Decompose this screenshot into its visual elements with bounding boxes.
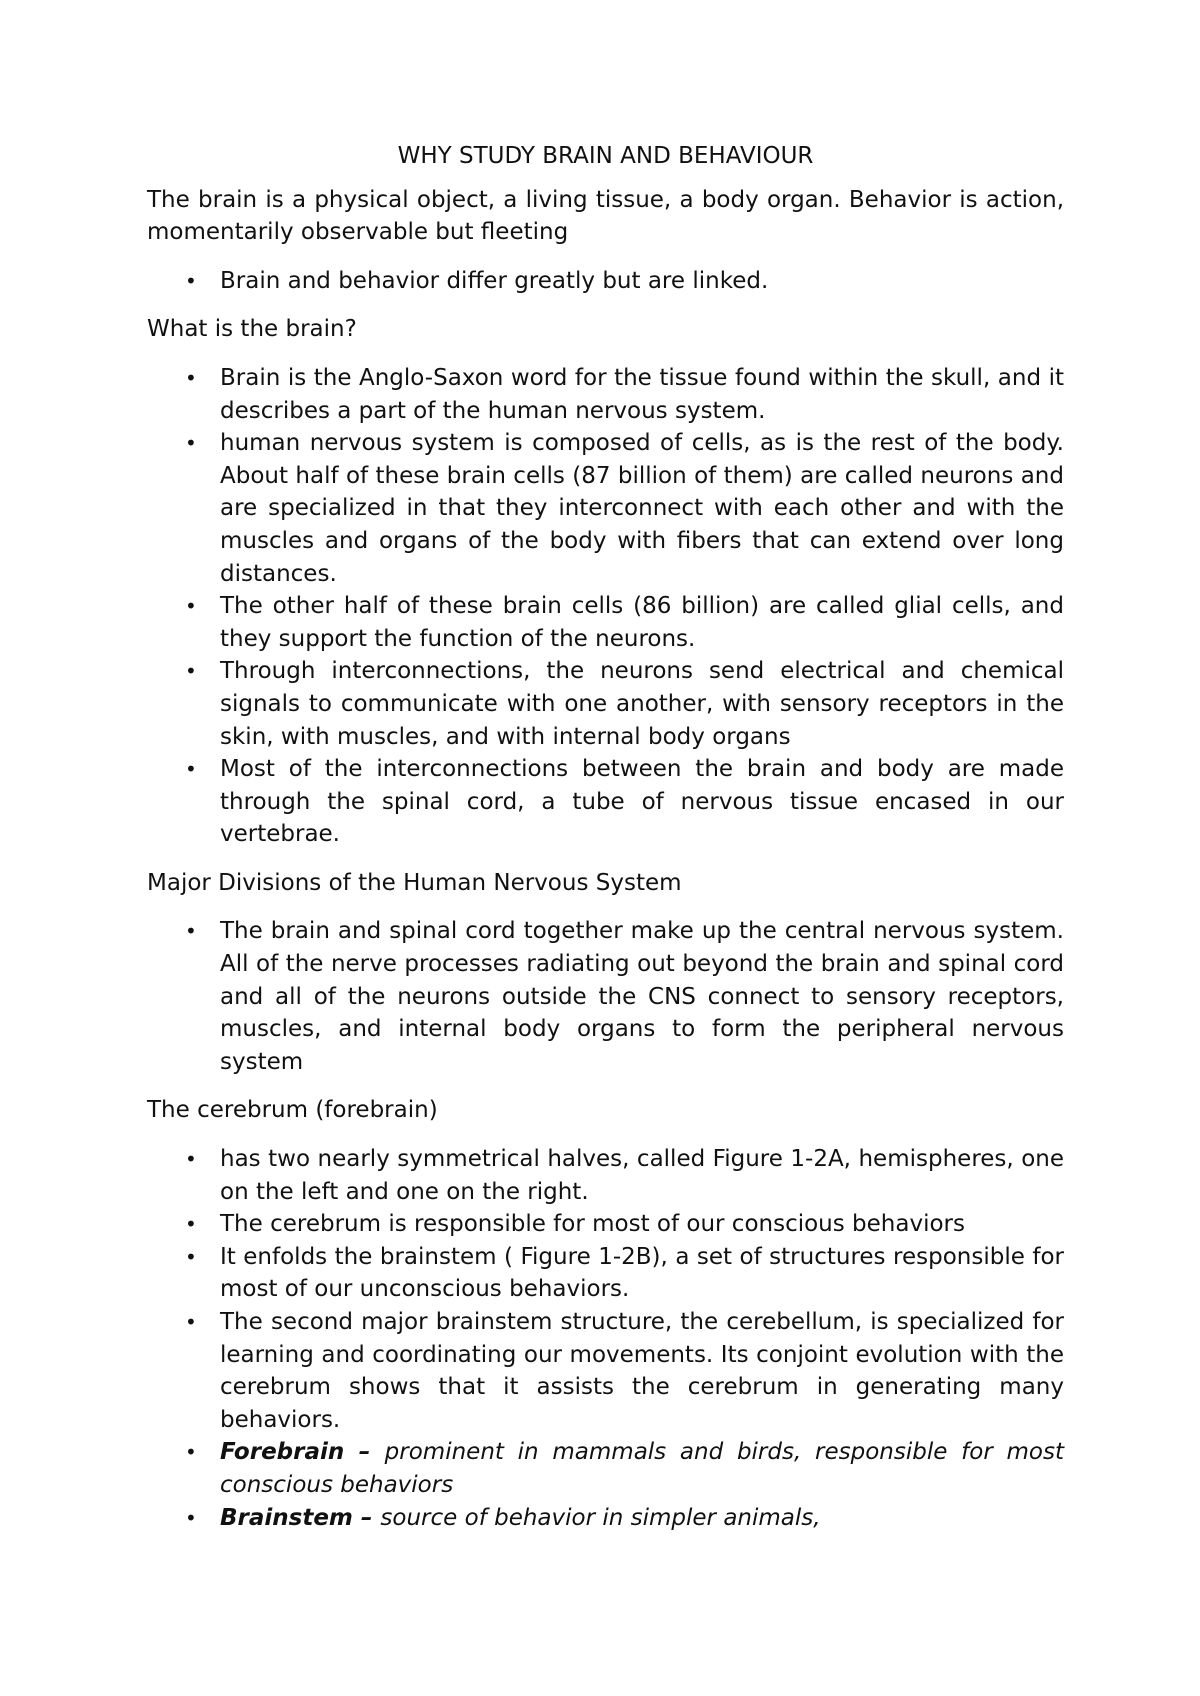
list-item-text: The other half of these brain cells (86 billion) are called glial cells, and they support the function of the neurons. [220,593,1064,652]
section-bullet-list-cerebrum [147,1143,1064,1534]
list-item-term [147,1502,1064,1535]
document-body [147,140,1064,1550]
bullet-icon: • [185,919,197,944]
document-title: WHY STUDY BRAIN AND BEHAVIOUR [397,143,814,169]
list-item [147,1143,1064,1208]
list-item [147,265,1064,298]
list-item-term [147,1436,1064,1501]
list-item-text: Brain and behavior differ greatly but are linked. [220,267,769,294]
bullet-icon: • [185,365,197,390]
list-item-text: The second major brainstem structure, the cerebellum, is specialized for learning and coordinating our movements. Its conjoint evolution with the cerebrum shows that it assists the cerebrum in generating many behaviors. [220,1309,1064,1433]
list-item-text: Brain is the Anglo-Saxon word for the tissue found within the skull, and it describes a part of the human nervous system. [220,364,1064,424]
list-item-text: Most of the interconnections between the brain and body are made through the spinal cord, a tube of nervous tissue encased in our vertebrae. [220,756,1064,848]
bullet-icon: • [185,1440,197,1465]
list-item-text: Through interconnections, the neurons send electrical and chemical signals to communicate with one another, with sensory receptors in the skin, with muscles, and with internal body organs [220,658,1064,750]
list-item [147,753,1064,851]
bullet-icon: • [185,268,197,293]
list-item [147,655,1064,753]
term-separator: – [344,1439,385,1466]
term-definition: source of behavior in simpler animals, [380,1504,821,1531]
term-separator: – [352,1504,381,1531]
intro-paragraph: The brain is a physical object, a living tissue, a body organ. Behavior is action, momentarily observable but fleeting [147,186,1064,246]
bullet-icon: • [185,431,197,456]
list-item-text: It enfolds the brainstem ( Figure 1-2B), a set of structures responsible for most of our unconscious behaviors. [220,1243,1064,1303]
list-item [147,1241,1064,1306]
list-item-text: has two nearly symmetrical halves, called Figure 1-2A, hemispheres, one on the left and one on the right. [220,1146,1064,1205]
list-item [147,362,1064,427]
term-label: Brainstem [220,1504,353,1531]
bullet-icon: • [185,1212,197,1237]
section-bullet-list-what-is-brain [147,362,1064,851]
list-item [147,915,1064,1078]
section-heading-what-is-brain: What is the brain? [147,316,357,343]
section-heading-cerebrum: The cerebrum (forebrain) [147,1097,438,1124]
list-item-text: human nervous system is composed of cells, as is the rest of the body. About half of these brain cells (87 billion of them) are called neurons and are specialized in that they interconnect with each other and with the muscles and organs of the body with fibers that can extend over long distances. [220,430,1064,587]
list-item [147,427,1064,590]
list-item-text: The brain and spinal cord together make up the central nervous system. All of the nerve processes radiating out beyond the brain and spinal cord and all of the neurons outside the CNS connect to sensory receptors, muscles, and internal body organs to form the peripheral nervous system [220,918,1064,1075]
list-item-text: The cerebrum is responsible for most of our conscious behaviors [220,1211,965,1238]
bullet-icon: • [185,1310,197,1334]
list-item [147,1208,1064,1241]
term-label: Forebrain [220,1439,345,1466]
bullet-icon: • [185,1244,197,1269]
bullet-icon: • [185,1505,197,1530]
bullet-icon: • [185,757,197,782]
list-item [147,590,1064,655]
bullet-icon: • [185,659,197,684]
bullet-icon: • [185,1147,197,1172]
section-heading-major-divisions: Major Divisions of the Human Nervous System [147,869,682,896]
section-bullet-list-major-divisions [147,915,1064,1078]
term-definition: prominent in mammals and birds, responsible for most conscious behaviors [220,1439,1065,1498]
bullet-icon: • [185,594,197,619]
intro-bullet-list [147,265,1064,298]
list-item [147,1306,1064,1436]
